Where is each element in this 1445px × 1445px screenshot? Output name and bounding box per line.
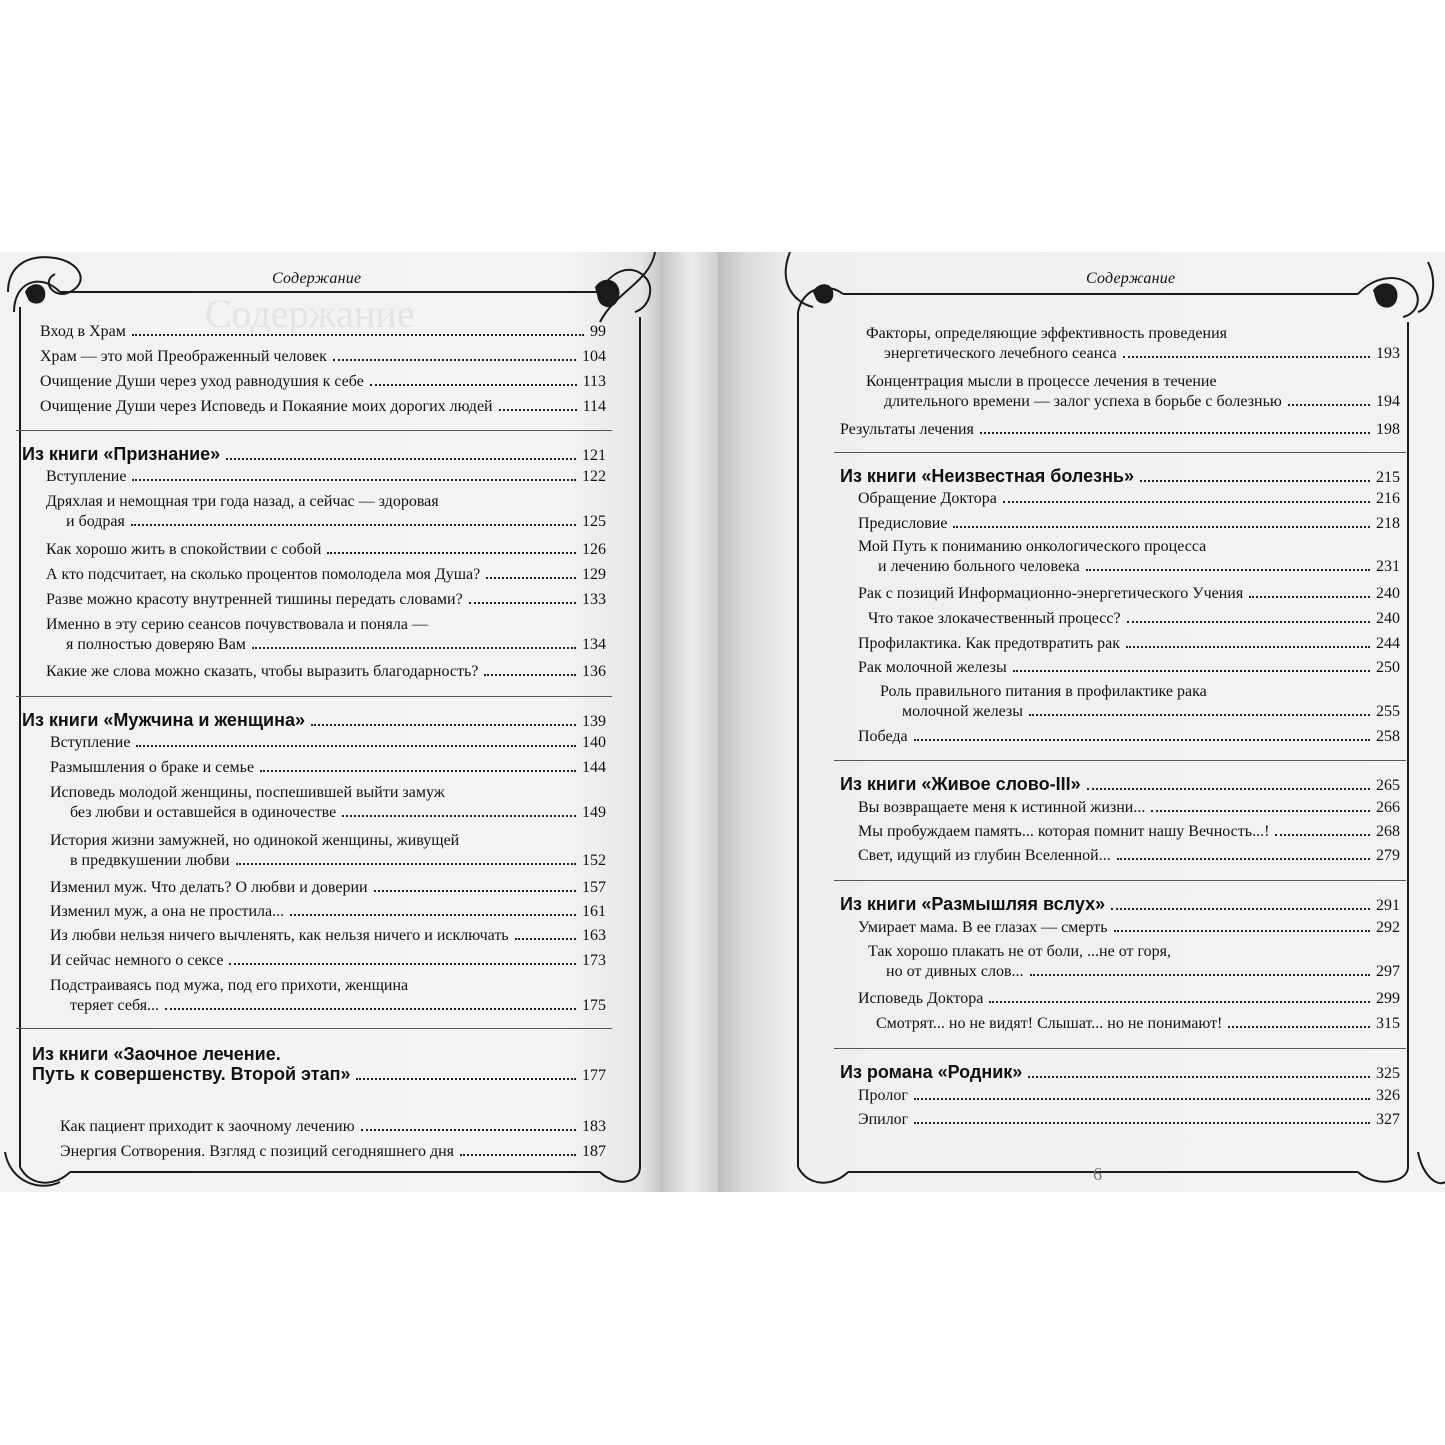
toc-entry[interactable] (840, 489, 1400, 509)
toc-page-number: 125 (582, 513, 606, 530)
toc-page-number: 216 (1376, 490, 1400, 507)
toc-page-number: 292 (1376, 919, 1400, 936)
dot-leader (374, 889, 576, 892)
toc-page-number: 297 (1376, 963, 1400, 980)
toc-page-number: 255 (1376, 703, 1400, 720)
toc-entry-title-continued: энергетического лечебного сеанса (884, 345, 1117, 362)
toc-entry[interactable] (22, 322, 606, 342)
section-divider (16, 1028, 612, 1029)
toc-entry[interactable] (840, 1014, 1400, 1034)
toc-entry[interactable] (22, 902, 606, 922)
dot-leader (486, 576, 576, 579)
dot-leader (989, 1000, 1370, 1003)
toc-left (22, 322, 606, 1162)
dot-leader (1123, 355, 1370, 358)
toc-page-number: 291 (1376, 897, 1400, 914)
toc-page-number: 231 (1376, 558, 1400, 575)
dot-leader (370, 383, 577, 386)
dot-leader (1151, 809, 1370, 812)
toc-page-number: 250 (1376, 659, 1400, 676)
dot-leader (469, 601, 576, 604)
toc-entry[interactable] (840, 584, 1400, 604)
toc-entry[interactable] (22, 951, 606, 971)
toc-page-number: 173 (582, 952, 606, 969)
toc-entry-title: Эпилог (858, 1111, 909, 1128)
toc-entry-title: Храм — это мой Преображенный человек (40, 348, 327, 365)
toc-entry-title: Разве можно красоту внутренней тишины передать словами? (46, 591, 463, 608)
dot-leader (1029, 713, 1370, 716)
dot-leader (165, 1007, 576, 1010)
toc-entry-title: Из книги «Живое слово-III» (840, 774, 1081, 794)
toc-page-number: 258 (1376, 728, 1400, 745)
toc-entry-title: Так хорошо плакать не от боли, ...не от горя, (868, 943, 1172, 960)
toc-entry-title-continued: Путь к совершенству. Второй этап» (32, 1064, 351, 1084)
toc-entry-title: Именно в эту серию сеансов почувствовала и поняла — (46, 616, 428, 633)
toc-entry[interactable] (840, 634, 1400, 654)
toc-entry-title-continued: без любви и оставшейся в одиночестве (70, 804, 337, 821)
toc-entry-title: Предисловие (858, 515, 948, 532)
toc-page-number: 327 (1376, 1111, 1400, 1128)
toc-entry-title: Из книги «Размышляя вслух» (840, 894, 1106, 914)
left-page (0, 252, 660, 1192)
dot-leader (1114, 929, 1370, 932)
toc-entry-title: Как пациент приходит к заочному лечению (60, 1118, 355, 1135)
toc-entry[interactable] (22, 926, 606, 946)
dot-leader (980, 431, 1370, 434)
toc-entry[interactable] (22, 565, 606, 585)
toc-entry[interactable] (840, 609, 1400, 629)
toc-page-number: 187 (582, 1143, 606, 1160)
toc-entry[interactable] (22, 590, 606, 610)
toc-entry[interactable] (840, 658, 1400, 678)
toc-entry-title: Обращение Доктора (858, 490, 997, 507)
toc-entry-title-continued: молочной железы (902, 703, 1023, 720)
dot-leader (460, 1153, 576, 1156)
toc-page-number: 140 (582, 734, 606, 751)
toc-entry[interactable] (840, 420, 1400, 440)
toc-entry-title: Очищение Души через уход равнодушия к себе (40, 373, 364, 390)
toc-entry-title: Вы возвращаете меня к истинной жизни... (858, 799, 1146, 816)
toc-page-number: 326 (1376, 1087, 1400, 1104)
toc-entry-title: Рак молочной железы (858, 659, 1007, 676)
toc-entry-title: Свет, идущий из глубин Вселенной... (858, 847, 1111, 864)
toc-entry[interactable] (840, 918, 1400, 938)
toc-entry-title-continued: и бодрая (66, 513, 125, 530)
toc-page-number: 193 (1376, 345, 1400, 362)
toc-page-number: 215 (1376, 469, 1400, 486)
toc-entry[interactable] (840, 537, 1400, 577)
toc-entry-title: Какие же слова можно сказать, чтобы выразить благодарность? (46, 663, 479, 680)
toc-page-number: 265 (1376, 777, 1400, 794)
toc-right (840, 324, 1400, 1164)
toc-page-number: 183 (582, 1118, 606, 1135)
section-divider (834, 880, 1406, 881)
book-gutter (660, 252, 718, 1192)
toc-entry[interactable] (22, 467, 606, 487)
toc-page-number: 244 (1376, 635, 1400, 652)
toc-entry-title: Изменил муж. Что делать? О любви и доверии (50, 879, 368, 896)
toc-entry-title: Результаты лечения (840, 421, 974, 438)
dot-leader (914, 738, 1370, 741)
book-spread (0, 252, 1445, 1192)
toc-page-number: 152 (582, 852, 606, 869)
toc-entry-title-continued: но от дивных слов... (886, 963, 1024, 980)
toc-entry-title: А кто подсчитает, на сколько процентов помолодела моя Душа? (46, 566, 481, 583)
toc-entry[interactable] (840, 846, 1400, 866)
toc-entry-title: Рак с позиций Информационно-энергетического Учения (858, 585, 1244, 602)
toc-page-number: 198 (1376, 421, 1400, 438)
toc-entry-title: Из любви нельзя ничего вычленять, как нельзя ничего и исключать (50, 927, 509, 944)
toc-page-number: 99 (590, 323, 606, 340)
toc-page-number: 134 (582, 636, 606, 653)
toc-page-number: 163 (582, 927, 606, 944)
toc-entry-title-continued: длительного времени — залог успеха в борьбе с болезнью (884, 393, 1282, 410)
toc-page-number: 129 (582, 566, 606, 583)
toc-entry-title: Вход в Храм (40, 323, 126, 340)
toc-page-number: 299 (1376, 990, 1400, 1007)
toc-entry[interactable] (840, 372, 1400, 412)
toc-entry-title: Исповедь молодой женщины, поспешившей выйти замуж (50, 784, 445, 801)
dot-leader (1087, 787, 1370, 790)
toc-entry-title: Факторы, определяющие эффективность проведения (866, 325, 1227, 342)
dot-leader (953, 525, 1370, 528)
toc-entry-title: Дряхлая и немощная три года назад, а сейчас — здоровая (46, 493, 439, 510)
dot-leader (1126, 645, 1370, 648)
toc-entry-title: Концентрация мысли в процессе лечения в течение (866, 373, 1217, 390)
toc-section-heading[interactable] (22, 1044, 606, 1086)
dot-leader (914, 1121, 1370, 1124)
toc-page-number: 240 (1376, 610, 1400, 627)
toc-page-number: 325 (1376, 1065, 1400, 1082)
toc-entry-title: Мой Путь к пониманию онкологического процесса (858, 538, 1207, 555)
dot-leader (236, 862, 576, 865)
toc-entry-title: Пролог (858, 1087, 908, 1104)
dot-leader (136, 744, 576, 747)
toc-entry[interactable] (22, 397, 606, 417)
toc-entry[interactable] (22, 831, 606, 871)
toc-page-number: 126 (582, 541, 606, 558)
toc-page-number: 315 (1376, 1015, 1400, 1032)
dot-leader (1030, 973, 1370, 976)
dot-leader (1003, 500, 1370, 503)
toc-entry[interactable] (22, 878, 606, 898)
toc-entry-title: Из романа «Родник» (840, 1062, 1023, 1082)
toc-entry-title: Из книги «Мужчина и женщина» (22, 710, 305, 730)
dot-leader (1013, 669, 1370, 672)
dot-leader (290, 913, 576, 916)
toc-section-heading[interactable] (840, 894, 1400, 916)
dot-leader (1117, 857, 1370, 860)
dot-leader (1127, 620, 1370, 623)
page-number: 6 (1093, 1164, 1102, 1184)
toc-entry[interactable] (840, 822, 1400, 842)
running-head: Содержание (1086, 270, 1176, 287)
toc-entry[interactable] (22, 492, 606, 532)
toc-page-number: 218 (1376, 515, 1400, 532)
dot-leader (515, 937, 576, 940)
toc-entry-title: Вступление (46, 468, 127, 485)
toc-page-number: 266 (1376, 799, 1400, 816)
toc-entry[interactable] (840, 1110, 1400, 1130)
toc-page-number: 144 (582, 759, 606, 776)
toc-page-number: 268 (1376, 823, 1400, 840)
dot-leader (361, 1128, 576, 1131)
toc-entry[interactable] (840, 682, 1400, 722)
toc-entry-title: Что такое злокачественный процесс? (868, 610, 1121, 627)
dot-leader (229, 962, 576, 965)
section-divider (834, 452, 1406, 453)
toc-entry-title: Из книги «Признание» (22, 444, 221, 464)
toc-entry[interactable] (22, 1142, 606, 1162)
toc-page-number: 122 (582, 468, 606, 485)
toc-entry[interactable] (22, 347, 606, 367)
toc-entry-title: Мы пробуждаем память... которая помнит нашу Вечность...! (858, 823, 1270, 840)
toc-entry[interactable] (22, 540, 606, 560)
toc-entry-title: История жизни замужней, но одинокой женщины, живущей (50, 832, 460, 849)
toc-page-number: 133 (582, 591, 606, 608)
toc-entry[interactable] (22, 372, 606, 392)
toc-entry-title-continued: в предвкушении любви (70, 852, 230, 869)
toc-entry[interactable] (22, 1117, 606, 1137)
dot-leader (1140, 479, 1370, 482)
toc-entry[interactable] (22, 976, 606, 1016)
dot-leader (914, 1097, 1370, 1100)
toc-entry-title: Изменил муж, а она не простила... (50, 903, 285, 920)
toc-entry-title-continued: я полностью доверяю Вам (66, 636, 246, 653)
dot-leader (1288, 403, 1370, 406)
toc-page-number: 194 (1376, 393, 1400, 410)
toc-page-number: 279 (1376, 847, 1400, 864)
toc-entry-title: Из книги «Неизвестная болезнь» (840, 466, 1135, 486)
toc-page-number: 161 (582, 903, 606, 920)
toc-entry[interactable] (22, 662, 606, 682)
toc-entry-title: Энергия Сотворения. Взгляд с позиций сегодняшнего дня (60, 1143, 455, 1160)
background-heading: Содержание (205, 291, 415, 336)
toc-entry[interactable] (840, 727, 1400, 747)
dot-leader (1275, 833, 1370, 836)
dot-leader (1028, 1075, 1370, 1078)
section-divider (16, 696, 612, 697)
toc-entry[interactable] (22, 758, 606, 778)
toc-page-number: 104 (582, 348, 606, 365)
dot-leader (311, 723, 576, 726)
dot-leader (252, 646, 576, 649)
dot-leader (333, 358, 576, 361)
dot-leader (356, 1077, 576, 1080)
toc-section-heading[interactable] (22, 710, 606, 732)
dot-leader (132, 478, 576, 481)
toc-page-number: 157 (582, 879, 606, 896)
toc-entry[interactable] (840, 798, 1400, 818)
toc-page-number: 149 (582, 804, 606, 821)
dot-leader (1111, 907, 1370, 910)
toc-entry-title: Как хорошо жить в спокойствии с собой (46, 541, 322, 558)
toc-section-heading[interactable] (840, 1062, 1400, 1084)
toc-entry-title: Подстраиваясь под мужа, под его прихоти, женщина (50, 977, 409, 994)
toc-entry-title: Победа (858, 728, 908, 745)
toc-entry-title: Размышления о браке и семье (50, 759, 255, 776)
dot-leader (1086, 568, 1370, 571)
toc-page-number: 177 (582, 1067, 606, 1084)
toc-entry-title: И сейчас немного о сексе (50, 952, 224, 969)
toc-entry-title: Вступление (50, 734, 131, 751)
dot-leader (484, 673, 576, 676)
toc-entry[interactable] (22, 733, 606, 753)
dot-leader (260, 769, 576, 772)
toc-entry-title: Из книги «Заочное лечение. (32, 1044, 281, 1064)
dot-leader (1249, 595, 1370, 598)
dot-leader (131, 523, 576, 526)
toc-page-number: 113 (582, 373, 606, 390)
toc-entry-title-continued: и лечению больного человека (878, 558, 1080, 575)
toc-entry[interactable] (840, 1086, 1400, 1106)
right-page (718, 252, 1445, 1192)
section-divider (834, 1048, 1406, 1049)
toc-entry[interactable] (22, 615, 606, 655)
dot-leader (499, 408, 577, 411)
running-head: Содержание (272, 270, 362, 287)
toc-entry[interactable] (840, 514, 1400, 534)
dot-leader (327, 551, 576, 554)
toc-entry-title: Очищение Души через Исповедь и Покаяние моих дорогих людей (40, 398, 493, 415)
toc-page-number: 240 (1376, 585, 1400, 602)
toc-entry[interactable] (840, 324, 1400, 364)
toc-section-heading[interactable] (22, 444, 606, 466)
toc-entry-title: Роль правильного питания в профилактике рака (880, 683, 1207, 700)
toc-entry[interactable] (840, 942, 1400, 982)
toc-section-heading[interactable] (840, 774, 1400, 796)
toc-entry-title: Умирает мама. В ее глазах — смерть (858, 919, 1108, 936)
toc-page-number: 136 (582, 663, 606, 680)
dot-leader (132, 333, 584, 336)
toc-page-number: 139 (582, 713, 606, 730)
section-divider (834, 760, 1406, 761)
toc-page-number: 114 (582, 398, 606, 415)
dot-leader (226, 457, 576, 460)
toc-entry[interactable] (840, 989, 1400, 1009)
toc-page-number: 121 (582, 447, 606, 464)
dot-leader (1228, 1025, 1370, 1028)
toc-page-number: 175 (582, 997, 606, 1014)
toc-entry-title: Исповедь Доктора (858, 990, 984, 1007)
section-divider (16, 430, 612, 431)
toc-entry[interactable] (22, 783, 606, 823)
toc-entry-title-continued: теряет себя... (70, 997, 160, 1014)
toc-section-heading[interactable] (840, 466, 1400, 488)
toc-entry-title: Смотрят... но не видят! Слышат... но не понимают! (876, 1015, 1223, 1032)
toc-entry-title: Профилактика. Как предотвратить рак (858, 635, 1120, 652)
dot-leader (342, 814, 576, 817)
